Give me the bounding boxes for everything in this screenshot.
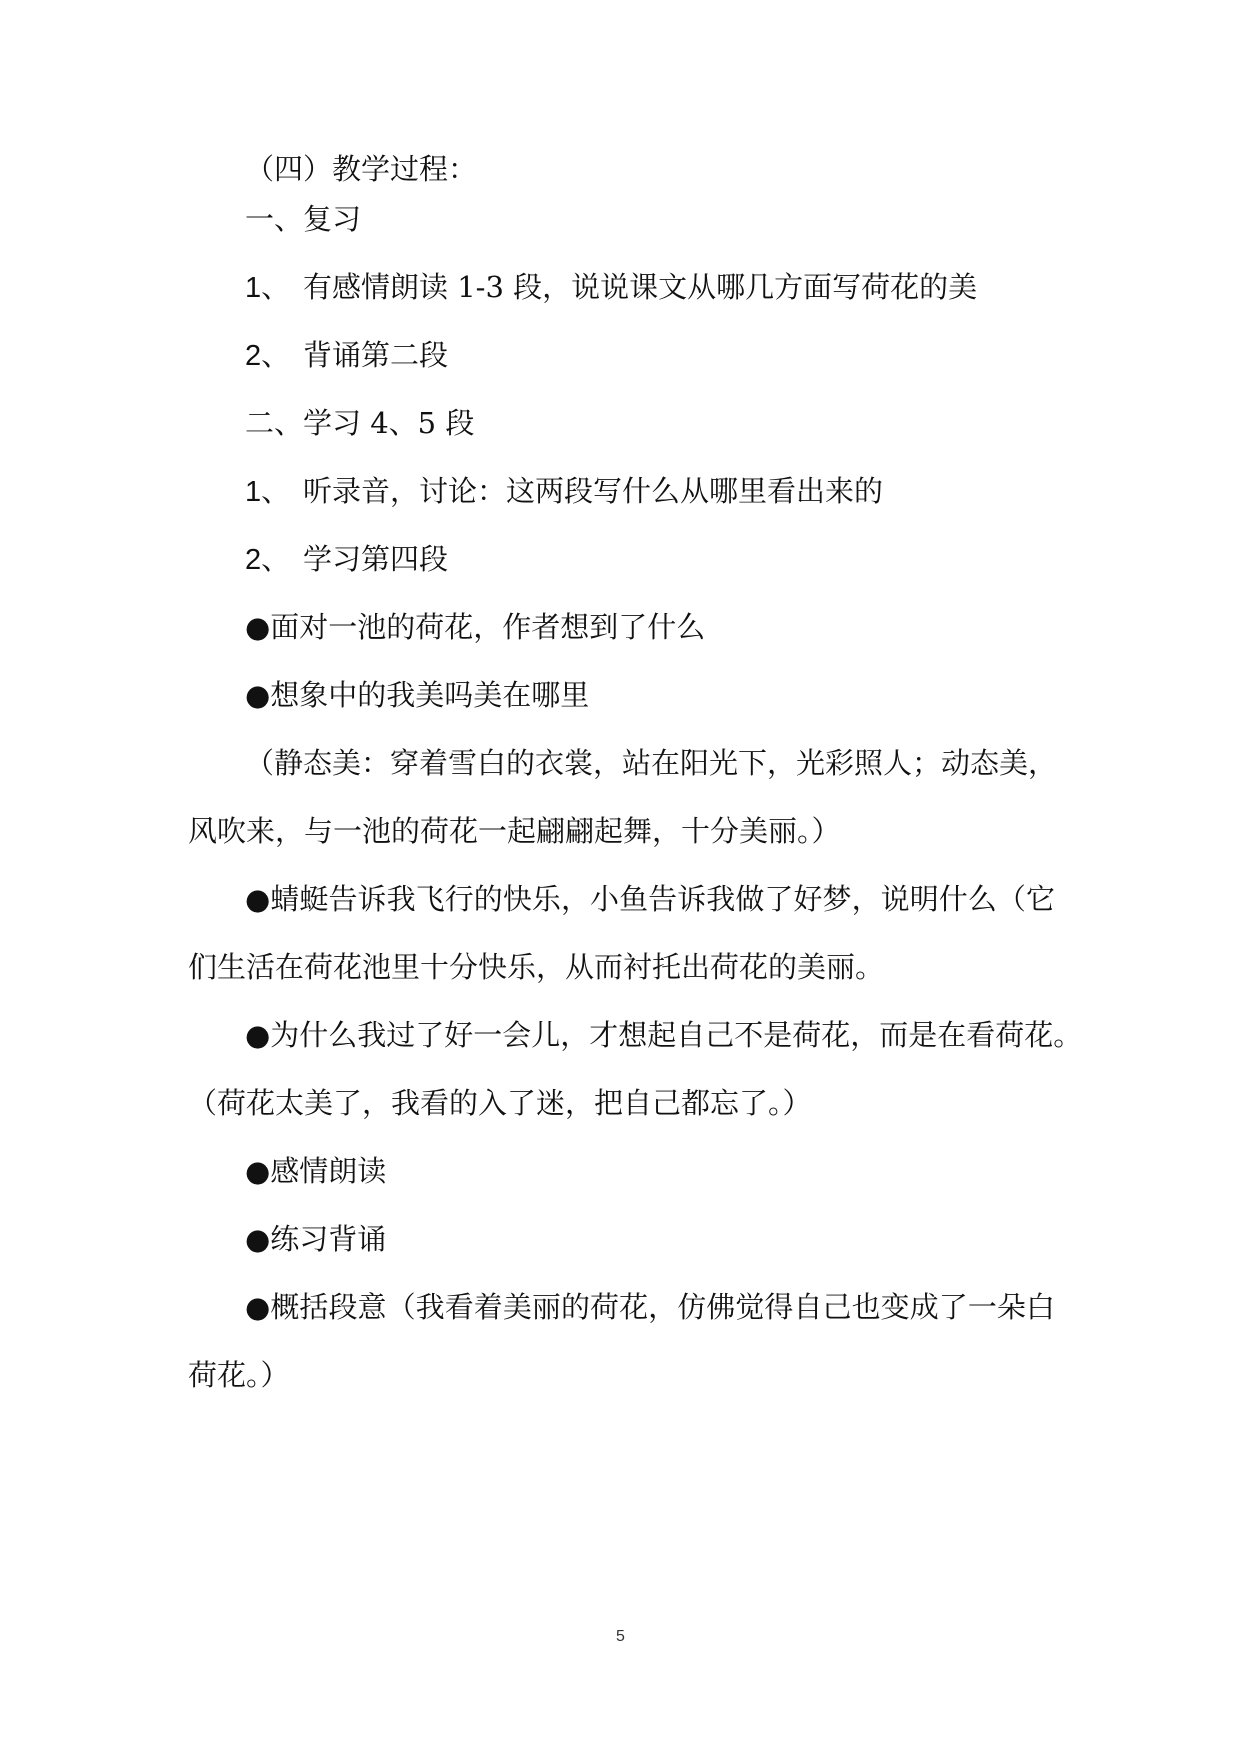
line-text: 风吹来，与一池的荷花一起翩翩起舞，十分美丽。）	[188, 814, 841, 848]
list-number: 2、	[245, 544, 291, 576]
line-text: 二、学习 4、5 段	[245, 406, 475, 440]
paragraph-line	[188, 1084, 1068, 1122]
bullet-item	[245, 608, 1125, 646]
bullet-item	[245, 1220, 1125, 1258]
line-text: ●感情朗读	[245, 1154, 387, 1188]
list-item	[245, 268, 1125, 307]
bullet-item	[245, 1016, 1083, 1054]
line-text: 背诵第二段	[303, 338, 449, 372]
subheading-review	[245, 200, 1125, 238]
line-text: （静态美：穿着雪白的衣裳，站在阳光下，光彩照人；动态美，	[245, 746, 1058, 780]
paragraph-line	[188, 948, 1068, 986]
line-text: ●蜻蜓告诉我飞行的快乐，小鱼告诉我做了好梦，说明什么（它	[245, 882, 1055, 916]
line-text: 听录音，讨论：这两段写什么从哪里看出来的	[303, 474, 884, 508]
line-text: ●想象中的我美吗美在哪里	[245, 678, 590, 712]
line-text: 荷花。）	[188, 1358, 290, 1392]
bullet-item	[245, 676, 1125, 714]
line-text: ●练习背诵	[245, 1222, 387, 1256]
list-number: 1、	[245, 272, 291, 304]
list-item	[245, 540, 1125, 579]
section-heading	[245, 150, 1125, 188]
list-number: 2、	[245, 340, 291, 372]
subheading-study	[245, 404, 1125, 442]
paragraph-line	[188, 812, 1068, 850]
line-text: 有感情朗读 1-3 段，说说课文从哪几方面写荷花的美	[303, 270, 978, 304]
line-text: ●概括段意（我看着美丽的荷花，仿佛觉得自己也变成了一朵白	[245, 1290, 1055, 1324]
line-text: ●面对一池的荷花，作者想到了什么	[245, 610, 706, 644]
paragraph-line	[245, 744, 1058, 782]
list-item	[245, 336, 1125, 375]
bullet-item	[245, 880, 1055, 918]
paragraph-line	[188, 1356, 1068, 1394]
bullet-item	[245, 1288, 1055, 1326]
line-text: （四）教学过程：	[245, 152, 478, 186]
line-text: 一、复习	[245, 202, 362, 236]
line-text: ●为什么我过了好一会儿，才想起自己不是荷花，而是在看荷花。	[245, 1018, 1083, 1052]
list-item	[245, 472, 1125, 511]
line-text: 们生活在荷花池里十分快乐，从而衬托出荷花的美丽。	[188, 950, 885, 984]
page-number: 5	[616, 1628, 625, 1645]
bullet-item	[245, 1152, 1125, 1190]
line-text: 学习第四段	[303, 542, 449, 576]
list-number: 1、	[245, 476, 291, 508]
line-text: （荷花太美了，我看的入了迷，把自己都忘了。）	[188, 1086, 812, 1120]
